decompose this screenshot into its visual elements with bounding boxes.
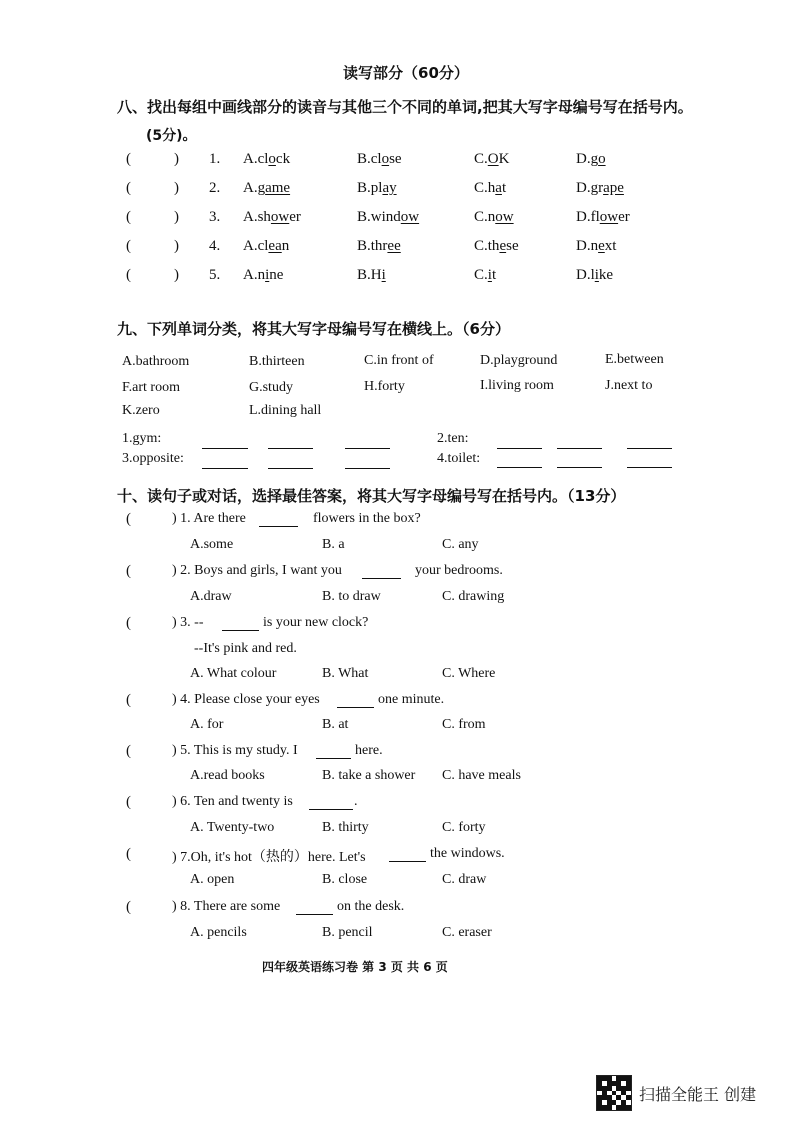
underlined-letters: ape: [603, 180, 624, 196]
answer-option: A.read books: [190, 768, 265, 783]
part8-title: 八、找出每组中画线部分的读音与其他三个不同的单词,把其大写字母编号写在括号内。: [117, 98, 693, 116]
question-number: 1.: [209, 151, 221, 167]
scanner-watermark: 扫描全能王 创建: [639, 1085, 757, 1104]
answer-paren-right: ): [174, 238, 179, 254]
word-part: C.: [474, 151, 488, 167]
word-part: D.gr: [576, 180, 604, 196]
answer-option: C. drawing: [442, 589, 505, 604]
word-item: L.dining hall: [249, 403, 322, 418]
word-item: A.bathroom: [122, 354, 190, 369]
word-part: B.H: [357, 267, 382, 283]
underlined-letters: ea: [268, 238, 282, 254]
answer-blank[interactable]: [497, 467, 542, 468]
underlined-letters: i: [265, 267, 270, 283]
underlined-letters: o: [268, 151, 276, 167]
word-part: A.sh: [243, 209, 271, 225]
underlined-letters: e: [598, 238, 605, 254]
word-part: se: [389, 151, 402, 167]
answer-paren-left[interactable]: (: [126, 267, 131, 283]
answer-blank[interactable]: [627, 467, 672, 468]
option-b: [357, 209, 419, 226]
option-c: [474, 209, 514, 226]
word-item: K.zero: [122, 403, 160, 418]
part8-score: (5分)。: [146, 128, 197, 144]
option-d: [576, 180, 624, 197]
question-stem-end: is your new clock?: [263, 615, 369, 630]
option-c: [474, 180, 506, 197]
word-part: A.cl: [243, 151, 269, 167]
fill-in-blank[interactable]: [296, 914, 333, 915]
option-c: [474, 267, 496, 284]
word-item: D.playground: [480, 353, 558, 368]
part9-title: 九、下列单词分类，将其大写字母编号写在横线上。（6分）: [117, 320, 510, 338]
answer-paren-right: ): [174, 267, 179, 283]
word-part: D.g: [576, 151, 599, 167]
underlined-letters: ame: [265, 180, 291, 196]
underlined-letters: i: [487, 267, 492, 283]
word-part: B.thr: [357, 238, 388, 254]
word-item: G.study: [249, 380, 293, 395]
answer-paren-left[interactable]: (: [126, 238, 131, 254]
answer-blank[interactable]: [345, 448, 390, 449]
answer-option: A. for: [190, 717, 224, 732]
word-item: I.living room: [480, 378, 554, 393]
underlined-letters: ay: [382, 180, 397, 196]
answer-option: C. Where: [442, 666, 496, 681]
answer-option: B. thirty: [322, 820, 369, 835]
answer-option: B. to draw: [322, 589, 381, 604]
question-number: 5.: [209, 267, 221, 283]
word-part: A.g: [243, 180, 266, 196]
answer-paren-right: ): [174, 209, 179, 225]
answer-blank[interactable]: [202, 448, 248, 449]
answer-paren-left[interactable]: (: [126, 615, 131, 631]
word-part: n: [281, 238, 290, 254]
option-d: [576, 151, 606, 168]
question-stem-end: the windows.: [430, 846, 505, 861]
answer-option: B. take a shower: [322, 768, 416, 783]
question-stem-end: your bedrooms.: [415, 563, 503, 578]
question-stem-end: one minute.: [378, 692, 445, 707]
underlined-letters: o: [598, 151, 606, 167]
word-item: J.next to: [605, 378, 653, 393]
answer-option: B. What: [322, 666, 369, 681]
answer-blank[interactable]: [627, 448, 672, 449]
answer-blank[interactable]: [497, 448, 542, 449]
question-stem: ) 5. This is my study. I: [172, 743, 298, 758]
word-part: B.wind: [357, 209, 401, 225]
question-number: 4.: [209, 238, 221, 254]
answer-blank[interactable]: [557, 467, 602, 468]
category-toilet: 4.toilet:: [437, 451, 481, 466]
option-b: [357, 238, 401, 255]
word-part: er: [618, 209, 630, 225]
fill-in-blank[interactable]: [259, 526, 298, 527]
question-number: 3.: [209, 209, 221, 225]
answer-option: A. What colour: [190, 666, 277, 681]
qr-code-icon: [596, 1075, 632, 1111]
underlined-letters: i: [381, 267, 386, 283]
word-part: xt: [604, 238, 617, 254]
answer-paren-left[interactable]: (: [126, 846, 131, 862]
word-part: C.h: [474, 180, 496, 196]
word-item: C.in front of: [364, 353, 434, 368]
word-part: ke: [598, 267, 614, 283]
answer-paren-left[interactable]: (: [126, 692, 131, 708]
question-stem-end: flowers in the box?: [313, 511, 421, 526]
answer-paren-left[interactable]: (: [126, 794, 131, 810]
category-ten: 2.ten:: [437, 431, 469, 446]
answer-option: A.draw: [190, 589, 232, 604]
word-part: D.fl: [576, 209, 600, 225]
answer-paren-left[interactable]: (: [126, 743, 131, 759]
question-stem: ) 3. --: [172, 615, 204, 630]
fill-in-blank[interactable]: [362, 578, 401, 579]
question-stem: ) 4. Please close your eyes: [172, 692, 320, 707]
option-c: [474, 151, 509, 168]
question-stem: ) 8. There are some: [172, 899, 281, 914]
answer-paren-right: ): [174, 180, 179, 196]
answer-paren-left[interactable]: (: [126, 563, 131, 579]
answer-option: C. any: [442, 537, 479, 552]
option-d: [576, 238, 616, 255]
answer-option: C. have meals: [442, 768, 521, 783]
word-part: K: [498, 151, 510, 167]
underlined-letters: ow: [270, 209, 290, 225]
answer-blank[interactable]: [268, 468, 313, 469]
word-part: C.n: [474, 209, 496, 225]
fill-in-blank[interactable]: [389, 861, 426, 862]
fill-in-blank[interactable]: [337, 707, 374, 708]
answer-paren-left[interactable]: (: [126, 151, 131, 167]
option-b: [357, 151, 402, 168]
section-title: 读写部分（60分）: [343, 64, 469, 82]
answer-blank[interactable]: [202, 468, 248, 469]
underlined-letters: ow: [495, 209, 514, 225]
question-stem: ) 1. Are there: [172, 511, 246, 526]
answer-option: B. pencil: [322, 925, 373, 940]
option-b: [357, 180, 397, 197]
underlined-letters: ee: [387, 238, 401, 254]
underlined-letters: e: [499, 238, 507, 254]
word-part: t: [501, 180, 507, 196]
dialogue-reply: --It's pink and red.: [194, 641, 297, 656]
word-item: F.art room: [122, 380, 180, 395]
word-part: C.th: [474, 238, 500, 254]
part10-title: 十、读句子或对话，选择最佳答案，将其大写字母编号写在括号内。（13分）: [117, 487, 626, 505]
option-a: [243, 151, 290, 168]
answer-blank[interactable]: [345, 468, 390, 469]
fill-in-blank[interactable]: [222, 630, 259, 631]
option-a: [243, 180, 290, 197]
category-gym: 1.gym:: [122, 431, 162, 446]
answer-option: C. eraser: [442, 925, 492, 940]
word-part: ck: [275, 151, 291, 167]
category-opposite: 3.opposite:: [122, 451, 184, 466]
answer-paren-left[interactable]: (: [126, 511, 131, 527]
fill-in-blank[interactable]: [309, 809, 353, 810]
answer-option: A. open: [190, 872, 235, 887]
word-item: E.between: [605, 352, 664, 367]
underlined-letters: O: [487, 151, 499, 167]
answer-option: C. from: [442, 717, 486, 732]
answer-paren-left[interactable]: (: [126, 209, 131, 225]
underlined-letters: ow: [599, 209, 619, 225]
word-part: t: [491, 267, 497, 283]
answer-option: A. pencils: [190, 925, 247, 940]
word-part: D.n: [576, 238, 599, 254]
question-stem: ) 7.Oh, it's hot（热的）here. Let's: [172, 850, 366, 865]
page-footer: 四年级英语练习卷 第 3 页 共 6 页: [262, 960, 448, 974]
question-stem-end: here.: [355, 743, 383, 758]
underlined-letters: i: [594, 267, 599, 283]
question-number: 2.: [209, 180, 221, 196]
answer-option: A.some: [190, 537, 234, 552]
answer-paren-left[interactable]: (: [126, 180, 131, 196]
word-part: A.cl: [243, 238, 269, 254]
option-a: [243, 267, 283, 284]
question-stem: ) 2. Boys and girls, I want you: [172, 563, 342, 578]
underlined-letters: a: [495, 180, 502, 196]
option-d: [576, 267, 613, 284]
fill-in-blank[interactable]: [316, 758, 351, 759]
option-a: [243, 238, 289, 255]
word-part: A.n: [243, 267, 266, 283]
answer-option: A. Twenty-two: [190, 820, 275, 835]
question-stem-end: .: [354, 794, 358, 809]
question-stem-end: on the desk.: [337, 899, 405, 914]
answer-paren-left[interactable]: (: [126, 899, 131, 915]
answer-option: C. draw: [442, 872, 487, 887]
word-part: er: [289, 209, 301, 225]
word-item: H.forty: [364, 379, 405, 394]
word-item: B.thirteen: [249, 354, 305, 369]
word-part: D.l: [576, 267, 595, 283]
option-c: [474, 238, 519, 255]
answer-option: B. at: [322, 717, 349, 732]
option-d: [576, 209, 630, 226]
answer-paren-right: ): [174, 151, 179, 167]
word-part: C.: [474, 267, 488, 283]
word-part: B.pl: [357, 180, 383, 196]
answer-option: C. forty: [442, 820, 486, 835]
answer-option: B. a: [322, 537, 345, 552]
word-part: se: [506, 238, 519, 254]
underlined-letters: ow: [400, 209, 420, 225]
option-a: [243, 209, 301, 226]
answer-blank[interactable]: [268, 448, 313, 449]
word-part: ne: [269, 267, 284, 283]
option-b: [357, 267, 386, 284]
answer-option: B. close: [322, 872, 368, 887]
answer-blank[interactable]: [557, 448, 602, 449]
word-part: B.cl: [357, 151, 382, 167]
question-stem: ) 6. Ten and twenty is: [172, 794, 293, 809]
underlined-letters: o: [381, 151, 390, 167]
